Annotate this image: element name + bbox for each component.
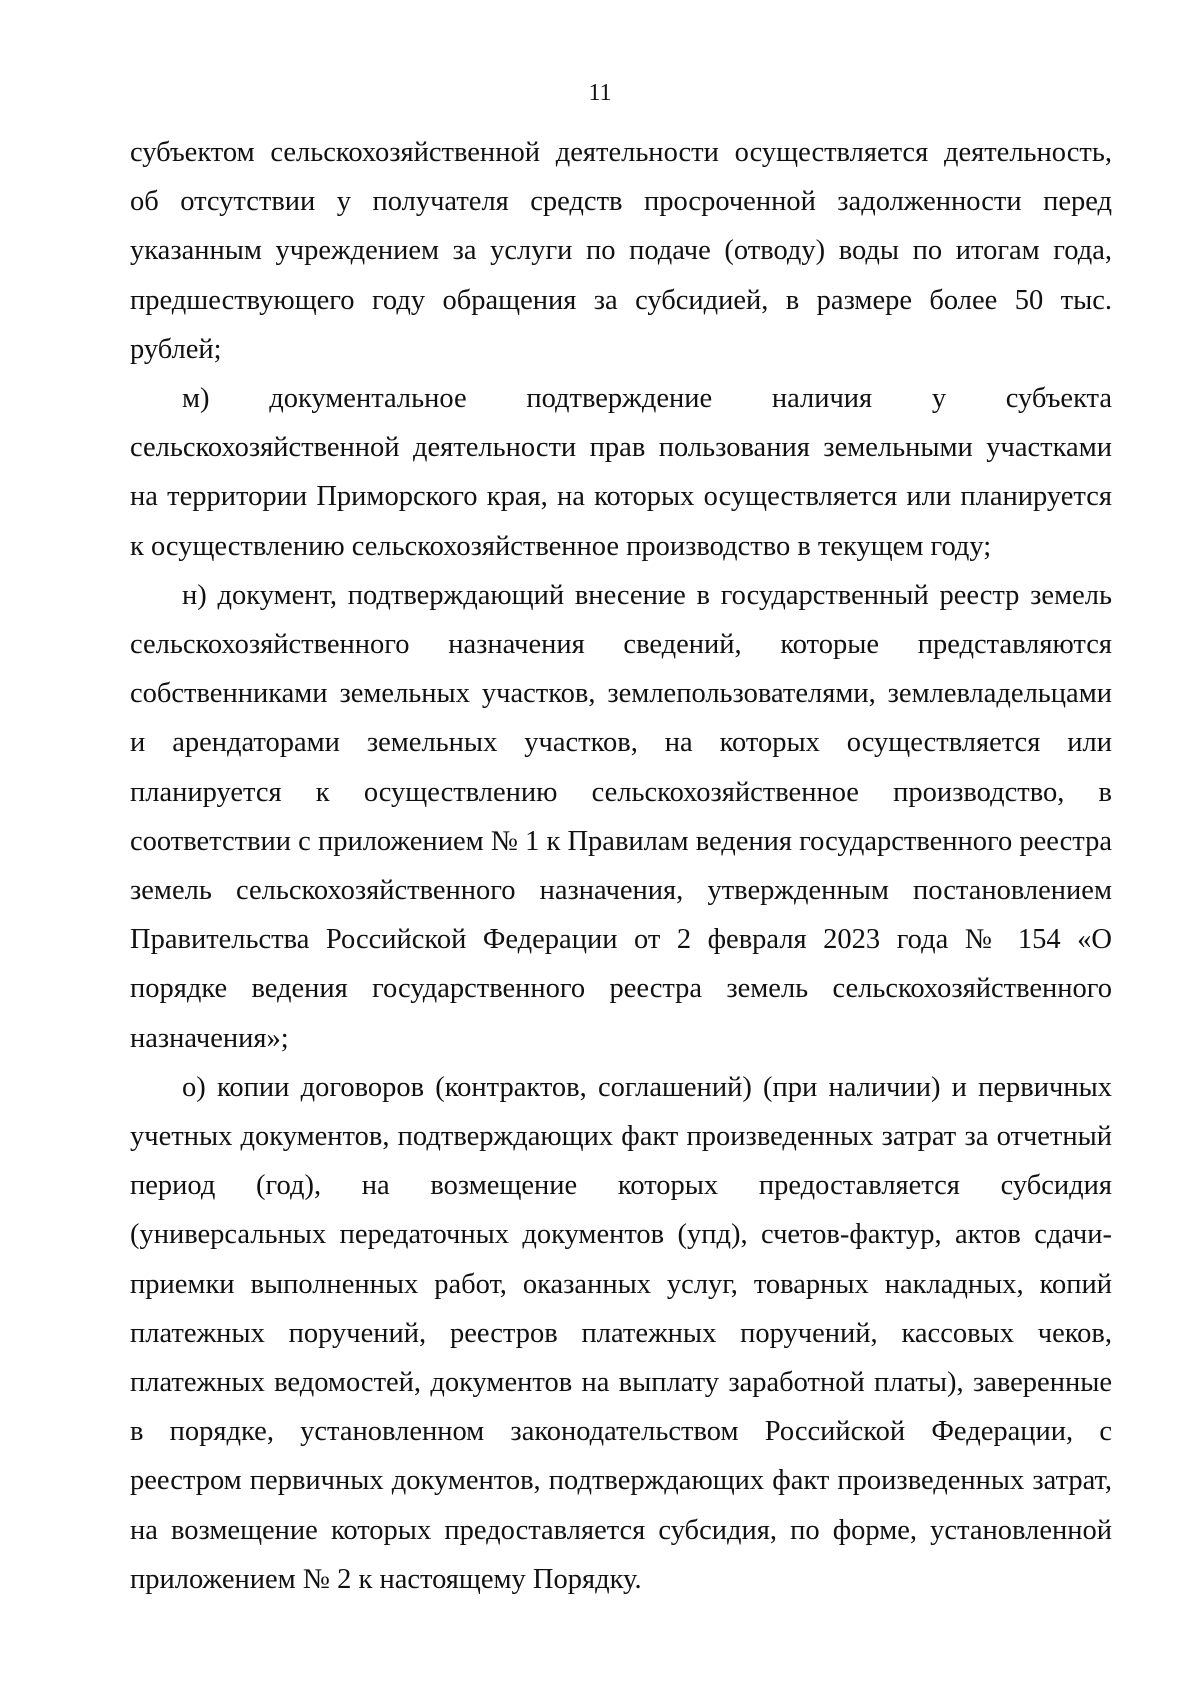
paragraph-continuation: субъектом сельскохозяйственной деятельности осуществляется деятельность, об отсутствии у получателя средств просроченной задолженности перед указанным учреждением за услуги по подаче (отводу) воды по итогам года, предшествующего году обращения за субсидией, в размере более 50 тыс. рублей; [130, 137, 1112, 365]
paragraph-item-o: о) копии договоров (контрактов, соглашений) (при наличии) и первичных учетных документов, подтверждающих факт произведенных затрат за отчетный период (год), на возмещение которых предоставляется субсидия (универсальных передаточных документов (упд), счетов-фактур, актов сдачи-приемки выполненных работ, оказанных услуг, товарных накладных, копий платежных поручений, реестров платежных поручений, кассовых чеков, платежных ведомостей, документов на выплату заработной платы), заверенные в порядке, установленном законодательством Российской Федерации, с реестром первичных документов, подтверждающих факт произведенных затрат, на возмещение которых предоставляется субсидия, по форме, установленной приложением № 2 к настоящему Порядку. [130, 1071, 1112, 1595]
page-number: 11 [588, 80, 612, 106]
document-body [130, 128, 1112, 1604]
paragraph-item-m: м) документальное подтверждение наличия у субъекта сельскохозяйственной деятельности прав пользования земельными участками на территории Приморского края, на которых осуществляется или планируется к осуществлению сельскохозяйственное производство в текущем году; [130, 383, 1112, 562]
paragraph-item-n: н) документ, подтверждающий внесение в государственный реестр земель сельскохозяйственного назначения сведений, которые представляются собственниками земельных участков, землепользователями, землевладельцами и арендаторами земельных участков, на которых осуществляется или планируется к осуществлению сельскохозяйственное производство, в соответствии с приложением № 1 к Правилам ведения государственного реестра земель сельскохозяйственного назначения, утвержденным постановлением Правительства Российской Федерации от 2 февраля 2023 года № 154 «О порядке ведения государственного реестра земель сельскохозяйственного назначения»; [130, 579, 1112, 1054]
